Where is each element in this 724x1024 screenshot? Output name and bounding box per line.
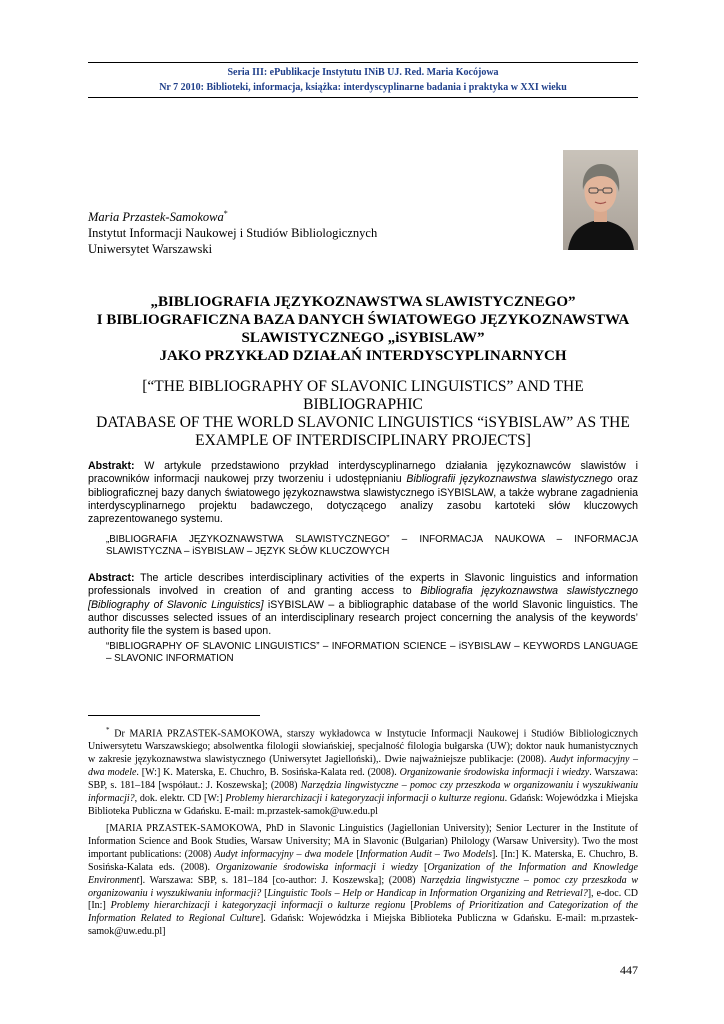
title-pl-line: „BIBLIOGRAFIA JĘZYKOZNAWSTWA SLAWISTYCZNEGO” [150,294,576,310]
title-pl-line: SLAWISTYCZNEGO „iSYBISLAW” [241,330,485,346]
author-university: Uniwersytet Warszawski [88,242,213,257]
title-pl-line: I BIBLIOGRAFICZNA BAZA DANYCH ŚWIATOWEGO JĘZYKOZNAWSTWA [96,312,630,328]
footnote-italic: Audyt informacyjny – dwa modele [214,848,354,860]
footnote-mark: * [106,726,110,734]
author-name-line [88,206,377,225]
author-name: Maria Przastek-Samokowa [88,210,224,225]
header-top-rule [88,62,638,63]
footnote-italic: Organizowanie środowiska informacji i wiedzy [399,767,590,779]
footnote-text: [ [405,900,414,912]
author-portrait-image [563,150,638,250]
footnote-text: . Gdańsk: Wojewódzka i Miejska Biblioteka Publiczna w Gdańsku. E-mail: m.przastek-samok@uw.edu.pl [88,792,638,817]
keywords-pl: „BIBLIOGRAFIA JĘZYKOZNAWSTWA SLAWISTYCZNEGO” – INFORMACJA NAUKOWA – INFORMACJA SLAWISTYCZNA – iSYBISLAW – JĘZYK SŁÓW KLUCZOWYCH [106,534,638,558]
author-footnote-mark: * [223,209,228,218]
title-pl [88,293,638,365]
footnote-separator [88,715,260,716]
footnote-italic: Narzędzia lingwistyczne – pomoc czy przeszkoda w organizowaniu i wyszukiwaniu informacji? [88,779,638,804]
author-photo [563,150,638,250]
author-block [88,206,377,257]
abstract-en-text: The article describes interdisciplinary activities of the experts in Slavonic linguistics and information professionals involved in creation of and granting access to [88,572,638,598]
issue-line: Nr 7 2010: Biblioteki, informacja, książka: interdyscyplinarne badania i praktyka w XXI wieku [159,82,567,93]
footnote-italic: Organization of the Information and Knowledge Environment [88,861,638,886]
footnote-text: , dok. elektr. CD [W:] [134,792,226,804]
footnote-italic: Narzędzia lingwistyczne – pomoc czy przeszkoda w organizowaniu i wyszukiwaniu informacji? [88,874,638,899]
title-en-line: EXAMPLE OF INTERDISCIPLINARY PROJECTS] [195,432,531,449]
author-institute: Instytut Informacji Naukowej i Studiów Bibliologicznych [88,226,378,241]
footnote-text: ]. Gdańsk: Wojewódzka i Miejska Biblioteka Publiczna w Gdańsku. E-mail: m.przastek-samok@uw.edu.pl] [88,913,638,938]
abstract-pl [88,460,638,526]
footnote-pl [88,724,638,819]
footnote-text: ], e-doc. CD [In:] [88,887,638,912]
title-en-line: [“THE BIBLIOGRAPHY OF SLAVONIC LINGUISTICS” AND THE BIBLIOGRAPHIC [142,378,584,413]
footnote-italic: Audyt informacyjny – dwa modele [88,754,638,779]
abstract-en-text: iSYBISLAW – a bibliographic database of the world Slavonic linguistics. The author discusses selected issues of an interdisciplinary research project concerning the analysis of the keywords’ authority file the system is based upon. [88,598,638,638]
footnote-en [88,823,638,939]
title-en-line: DATABASE OF THE WORLD SLAVONIC LINGUISTICS “iSYBISLAW” AS THE [96,414,630,431]
abstract-en-label: Abstract: [88,572,135,584]
title-pl-line: JAKO PRZYKŁAD DZIAŁAŃ INTERDYSCYPLINARNYCH [159,348,567,364]
keywords-en: “BIBLIOGRAPHY OF SLAVONIC LINGUISTICS” – INFORMATION SCIENCE – iSYBISLAW – KEYWORDS LANGUAGE – SLAVONIC INFORMATION [106,641,638,665]
abstract-pl-label: Abstrakt: [88,460,135,472]
footnote-text: ]. Warszawa: SBP, s. 181–184 [co-author: J. Koszewska]; (2008) [139,874,421,886]
footnote-text: [ [261,887,268,899]
abstract-en [88,572,638,638]
abstract-pl-italic: Bibliografii językoznawstwa slawistycznego [406,473,613,486]
title-en [88,378,638,450]
page-number: 447 [620,963,638,977]
header-bottom-rule [88,97,638,98]
footnote-italic: Problemy hierarchizacji i kategoryzacji informacji o kulturze regionu [110,900,406,912]
abstract-pl-text: oraz bibliograficznej bazy danych światowego językoznawstwa slawistycznego iSYBISLAW, a także wybrane zagadnienia interdyscyplinarnego projektu badawczego, dotyczącego analizy zasobu kartoteki słów kluczowych zaprezentowanego systemu. [88,473,638,526]
footnote-italic: Organizowanie środowiska informacji i wiedzy [215,861,418,873]
series-line: Seria III: ePublikacje Instytutu INiB UJ. Red. Maria Kocójowa [227,67,499,78]
footnote-italic: Problems of Prioritization and Categorization of the Information Related to Regional Culture [88,900,638,925]
footnote-italic: Problemy hierarchizacji i kategoryzacji informacji o kulturze regionu [225,792,505,804]
footnote-text: . Warszawa: SBP, s. 181–184 [współaut.: J. Koszewska]; (2008) [88,767,639,791]
footnote-text: [ [353,848,360,860]
footnote-text: [ [418,861,428,873]
footnote-text: [MARIA PRZASTEK-SAMOKOWA, PhD in Slavonic Linguistics (Jagiellonian University); Senior Lecturer in the Institute of Information Science and Book Studies, Warsaw University; MA in Slavonic (Bulgarian) Philology (Warsaw University). Two the most important publications: (2008) [88,823,638,860]
footnote-text: ]. [In:] K. Materska, E. Chuchro, B. Sosińska-Kalata eds. (2008). [88,848,638,873]
footnote-italic: Linguistic Tools – Help or Handicap in Information Organizing and Retrieval? [267,887,588,899]
abstract-en-italic: Bibliografia językoznawstwa slawistycznego [Bibliography of Slavonic Linguistics] [88,585,638,611]
abstract-pl-text: W artykule przedstawiono przykład interdyscyplinarnego działania językoznawców slawistów i pracowników informacji naukowej przy tworzeniu i udostępnianiu [88,460,638,486]
footnote-text: Dr MARIA PRZASTEK-SAMOKOWA, starszy wykładowca w Instytucie Informacji Naukowej i Studiów Bibliologicznych Uniwersytetu Warszawskiego; absolwentka filologii słowiańskiej, specjalność filologia bułgarska (UW); doktor nauk humanistycznych w zakresie językoznawstwa slawistycznego (Uniwersytet Jagielloński),. Dwie najważniejsze publikacje: (2008). [88,728,638,766]
footnote-italic: Information Audit – Two Models [359,848,492,860]
footnote-text: . [W:] K. Materska, E. Chuchro, B. Sosińska-Kalata red. (2008). [136,767,400,779]
